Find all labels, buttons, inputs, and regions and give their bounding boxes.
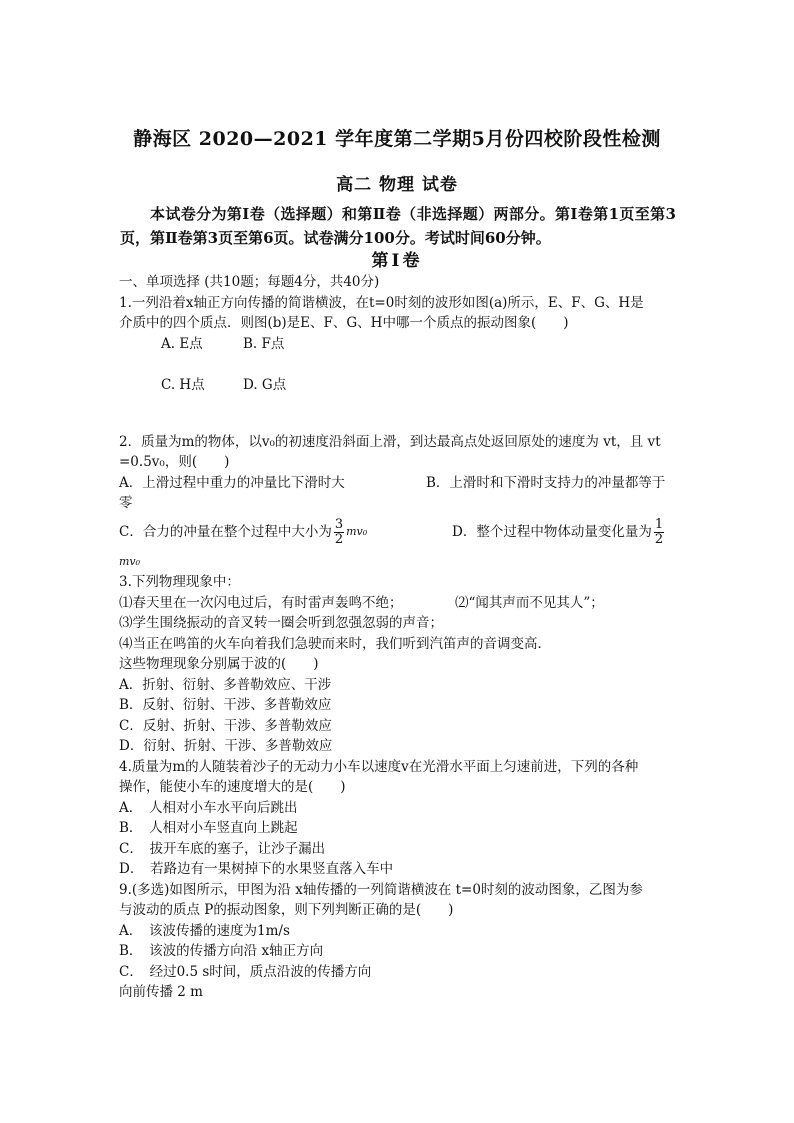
q2-stem-line1: 2．质量为m的物体，以v₀的初速度沿斜面上滑，到达最高点处返回原处的速度为 vt，且 vt	[119, 433, 661, 450]
volume-heading: 第Ⅰ卷	[371, 251, 423, 271]
q9-option-b: B． 该波的传播方向沿 x轴正方向	[119, 943, 324, 959]
q9-stem-line1: 9.(多选)如图所示，甲图为沿 x轴传播的一列简谐横波在 t=0时刻的波动图象，乙图为参	[119, 881, 643, 898]
q2-option-b: B．上滑时和下滑时支持力的冲量都等于	[426, 474, 666, 491]
q3-item-1: ⑴春天里在一次闪电过后，有时雷声轰鸣不绝；	[119, 594, 403, 611]
q9-option-c-cont: 向前传播 2 m	[119, 984, 203, 1000]
q3-stem: 3.下列物理现象中：	[119, 574, 240, 590]
q1-option-a: A. E点	[161, 335, 203, 352]
q1-option-c: C. H点	[161, 377, 205, 393]
questions-body	[119, 272, 679, 1003]
q3-item-3: ⑶学生围绕振动的音叉转一圈会听到忽强忽弱的声音；	[119, 615, 443, 631]
q2-option-c-fraction: $\frac{3}{2}$	[334, 517, 344, 547]
q3-item-2: ⑵“闻其声而不见其人”；	[455, 594, 604, 611]
q3-option-b: B．反射、衍射、干涉、多普勒效应	[119, 697, 332, 713]
q3-item-4: ⑷当正在鸣笛的火车向着我们急驶而来时，我们听到汽笛声的音调变高．	[119, 635, 551, 652]
q1-options-row1	[119, 334, 679, 355]
q2-stem-line2: =0.5v₀，则( )	[119, 454, 230, 470]
q2-options-ab	[119, 473, 679, 494]
q3-question: 这些物理现象分别属于波的( )	[119, 656, 319, 672]
q9-stem-line2: 与波动的质点 P的振动图象，则下列判断正确的是( )	[119, 902, 454, 918]
q9-option-a: A． 该波传播的速度为1m/s	[119, 922, 290, 939]
q3-option-a: A．折射、衍射、多普勒效应、干涉	[119, 676, 332, 693]
q9-option-c: C． 经过0.5 s时间，质点沿波的传播方向	[119, 963, 372, 980]
q4-option-b: B． 人相对小车竖直向上跳起	[119, 820, 298, 836]
q1-options-row2	[119, 375, 679, 396]
q2-option-d: D．整个过程中物体动量变化量为 $\frac{1}{2}$	[452, 517, 664, 547]
q2-option-c: C．合力的冲量在整个过程中大小为 $\frac{3}{2}$ mv₀	[119, 517, 368, 547]
q4-option-d: D． 若路边有一果树掉下的水果竖直落入车中	[119, 861, 394, 877]
q3-items-12	[119, 593, 679, 614]
q1-option-b: B. F点	[243, 335, 285, 352]
q4-option-a: A． 人相对小车水平向后跳出	[119, 799, 298, 816]
q3-option-c: C．反射、折射、干涉、多普勒效应	[119, 717, 332, 734]
q4-stem-line2: 操作，能使小车的速度增大的是( )	[119, 779, 346, 795]
exam-subtitle: 高二 物理 试卷	[336, 175, 458, 195]
q1-option-d: D. G点	[243, 377, 287, 393]
section-heading: 一、单项选择 (共10题；每题4分，共40分)	[119, 274, 380, 290]
q2-option-b-cont: 零	[119, 495, 133, 511]
q2-option-d-cont: mv₀	[119, 554, 141, 568]
exam-instructions: 本试卷分为第Ⅰ卷（选择题）和第Ⅱ卷（非选择题）两部分。第Ⅰ卷第1页至第3页，第Ⅱ卷第3页至第6页。试卷满分100分。考试时间60分钟。	[120, 205, 676, 247]
q2-option-d-fraction: $\frac{1}{2}$	[654, 517, 664, 547]
q2-option-a: A．上滑过程中重力的冲量比下滑时大	[119, 474, 345, 491]
q4-option-c: C． 拔开车底的塞子，让沙子漏出	[119, 840, 326, 857]
q1-stem-line2: 介质中的四个质点．则图(b)是E、F、G、H中哪一个质点的振动图象( )	[119, 315, 569, 331]
exam-title: 静海区 2020—2021 学年度第二学期5月份四校阶段性检测	[133, 128, 661, 150]
q3-option-d: D．衍射、折射、干涉、多普勒效应	[119, 738, 333, 754]
q2-options-cd	[119, 514, 679, 552]
q4-stem-line1: 4.质量为m的人随装着沙子的无动力小车以速度v在光滑水平面上匀速前进，下列的各种	[119, 758, 639, 775]
q1-stem-line1: 1.一列沿着x轴正方向传播的简谐横波，在t=0时刻的波形如图(a)所示，E、F、G、H是	[119, 294, 644, 311]
